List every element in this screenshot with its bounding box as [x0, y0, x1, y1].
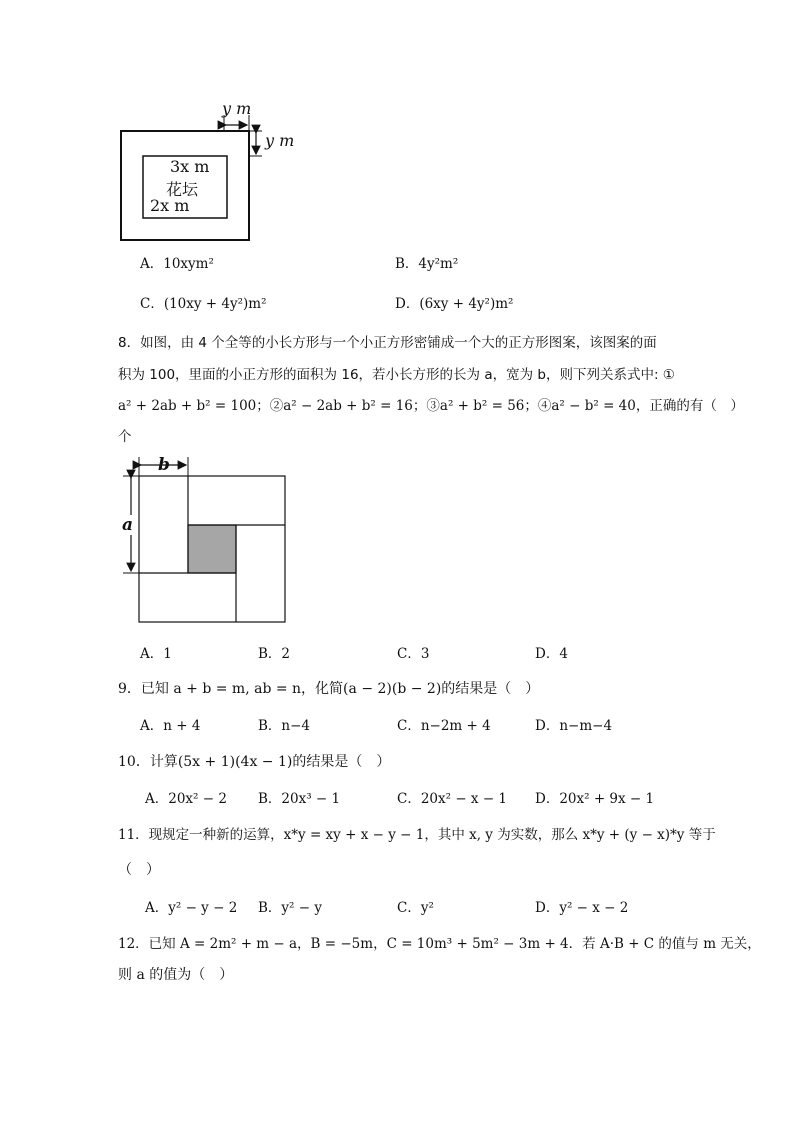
fig2-label-a: a	[122, 515, 134, 535]
q10-option-a: A．20x² − 2	[145, 791, 227, 807]
q10-stem: 10．计算(5x + 1)(4x − 1)的结果是（ ）	[118, 754, 391, 770]
q8-line-2: 积为 100，里面的小正方形的面积为 16，若小长方形的长为 a，宽为 b，则下列关系式中: ①	[118, 367, 675, 383]
fig1-width-label: y m	[222, 99, 252, 118]
q9-option-d: D．n−m−4	[535, 718, 613, 734]
q12-line-1: 12．已知 A = 2m² + m − a，B = −5m，C = 10m³ + 5m² − 3m + 4．若 A·B + C 的值与 m 无关，	[118, 936, 761, 952]
q8-option-d: D．4	[535, 646, 568, 662]
q11-stem: 11．现规定一种新的运算，x*y = xy + x − y − 1，其中 x, y 为实数，那么 x*y + (y − x)*y 等于	[118, 827, 716, 843]
q8-option-b: B．2	[258, 646, 291, 662]
q11-paren: （ ）	[118, 862, 160, 878]
q7-option-c: C．(10xy + 4y²)m²	[140, 296, 267, 312]
fig1-inner-length: 3x m	[170, 157, 210, 176]
q9-option-a: A．n + 4	[140, 718, 201, 734]
q10-option-c: C．20x² − x − 1	[397, 791, 508, 807]
inner-small-square	[188, 525, 236, 573]
square-pattern-figure	[115, 455, 295, 630]
q11-option-c: C．y²	[397, 900, 434, 916]
q11-option-a: A．y² − y − 2	[145, 900, 238, 916]
q8-line-4: 个	[118, 429, 132, 445]
q7-option-d: D．(6xy + 4y²)m²	[395, 296, 514, 312]
q10-option-b: B．20x³ − 1	[258, 791, 341, 807]
q8-option-c: C．3	[397, 646, 430, 662]
garden-figure	[110, 95, 310, 245]
fig1-inner-name: 花坛	[166, 180, 199, 199]
q12-line-2: 则 a 的值为（ ）	[118, 967, 234, 983]
q8-line-1: 8．如图，由 4 个全等的小长方形与一个小正方形密铺成一个大的正方形图案，该图案的面	[118, 335, 657, 351]
q8-line-3: a² + 2ab + b² = 100；②a² − 2ab + b² = 16；③a² + b² = 56；④a² − b² = 40，正确的有（ ）	[118, 398, 744, 414]
fig1-height-label: y m	[265, 131, 295, 150]
q7-option-b: B．4y²m²	[395, 256, 459, 272]
q9-stem: 9．已知 a + b = m, ab = n，化简(a − 2)(b − 2)的结果是（ ）	[118, 681, 540, 697]
q9-option-c: C．n−2m + 4	[397, 718, 491, 734]
q7-option-a: A．10xym²	[140, 256, 214, 272]
fig2-label-b: b	[158, 455, 170, 475]
q10-option-d: D．20x² + 9x − 1	[535, 791, 655, 807]
q11-option-b: B．y² − y	[258, 900, 322, 916]
q11-option-d: D．y² − x − 2	[535, 900, 629, 916]
fig1-inner-width: 2x m	[150, 196, 190, 215]
q9-option-b: B．n−4	[258, 718, 311, 734]
q8-option-a: A．1	[140, 646, 172, 662]
